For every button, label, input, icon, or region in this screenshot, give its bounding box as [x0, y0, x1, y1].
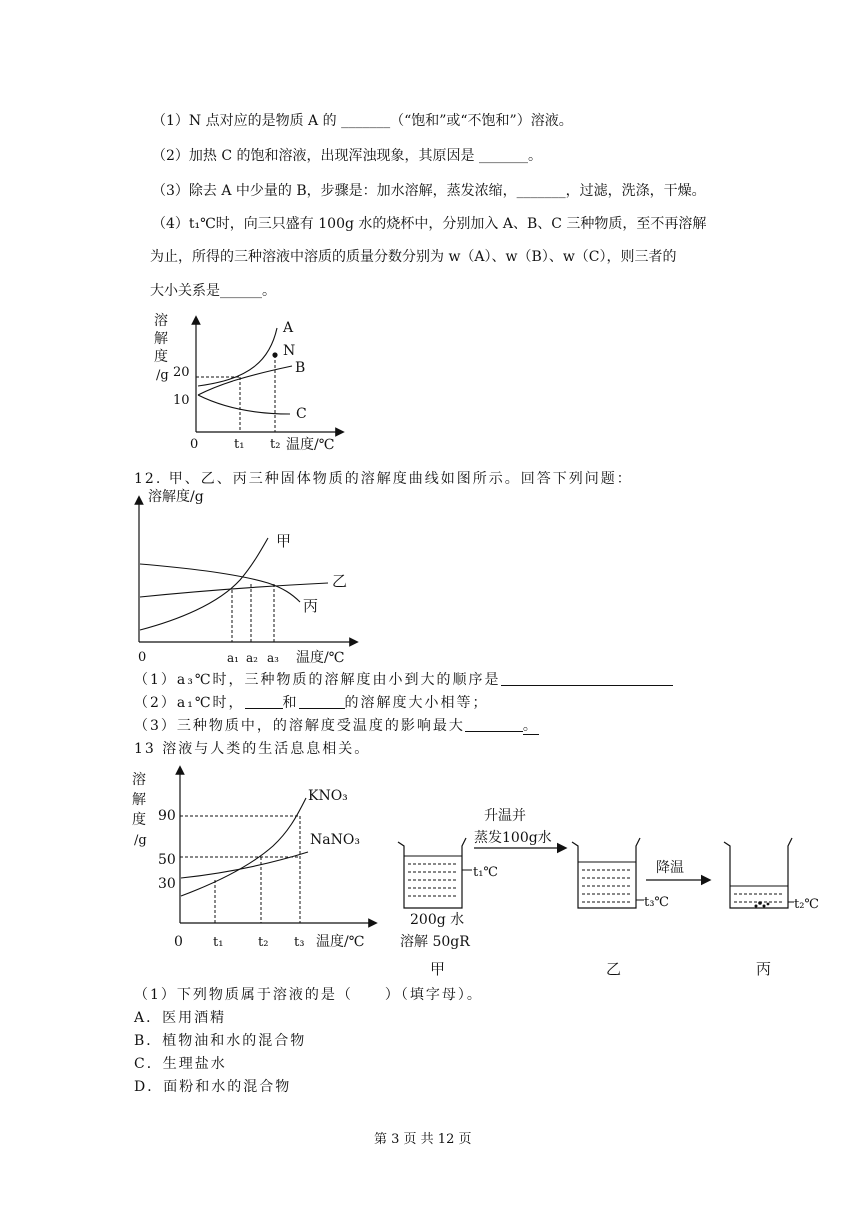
beaker1-temp: t₁℃ [473, 865, 498, 880]
curve-jia [140, 538, 268, 630]
q12-sub2-text-b: 和 [282, 695, 299, 711]
x-axis-label: 温度/℃ [316, 934, 365, 950]
origin: 0 [190, 437, 199, 452]
step1-line1: 升温并 [484, 808, 526, 824]
x-tick-t1: t₁ [234, 437, 245, 452]
q12-sub3-end: 。 [522, 718, 539, 734]
beaker3-name: 丙 [756, 960, 772, 978]
x-tick-a2: a₂ [246, 651, 258, 665]
q12-title: 12. 甲、乙、丙三种固体物质的溶解度曲线如图所示。回答下列问题： [134, 471, 633, 487]
label-KNO3: KNO₃ [308, 788, 348, 804]
q11-solubility-graph [140, 310, 350, 460]
x-tick-t3: t₃ [294, 935, 305, 950]
label-B: B [295, 360, 306, 376]
q12-sub3 [134, 717, 539, 735]
label-yi: 乙 [332, 572, 348, 590]
y-label-4: /g [134, 833, 147, 848]
q12-sub2-text-c: 的溶解度大小相等； [344, 695, 489, 711]
label-A: A [283, 320, 294, 336]
q13-option-d: D．面粉和水的混合物 [134, 1079, 292, 1095]
x-tick-t2: t₂ [270, 437, 281, 452]
beaker1-note1: 200g 水 [410, 912, 465, 928]
origin: 0 [174, 934, 183, 950]
y-tick-30: 30 [158, 876, 176, 892]
y-axis-label: 溶解度/g [148, 489, 204, 505]
y-label-4: /g [156, 368, 169, 383]
beaker1-name: 甲 [430, 960, 446, 978]
x-tick-a1: a₁ [227, 651, 239, 665]
y-tick-90: 90 [158, 808, 176, 824]
q13-option-b: B．植物油和水的混合物 [134, 1033, 307, 1049]
q12-sub2-blank2 [299, 695, 345, 709]
q11-sub3: （3）除去 A 中少量的 B，步骤是：加水溶解，蒸发浓缩，_______，过滤，洗涤，干燥。 [152, 183, 706, 199]
y-label-2: 解 [132, 792, 146, 808]
origin: 0 [138, 650, 147, 665]
q11-sub4-line1: （4）t₁℃时，向三只盛有 100g 水的烧杯中，分别加入 A、B、C 三种物质，至不再溶解 [152, 216, 707, 232]
page-footer: 第 3 页 共 12 页 [374, 1132, 472, 1147]
y-label-3: 度 [154, 349, 168, 365]
beaker-process-diagram [396, 804, 826, 980]
beaker-yi [572, 838, 644, 908]
label-C: C [296, 406, 307, 422]
q12-sub3-blank [465, 718, 523, 732]
q11-sub4-line2: 为止，所得的三种溶液中溶质的质量分数分别为 w（A）、w（B）、w（C），则三者的 [150, 249, 677, 265]
x-tick-a3: a₃ [267, 651, 279, 665]
q12-sub1 [134, 671, 673, 689]
y-label-1: 溶 [154, 313, 168, 329]
y-tick-20: 20 [173, 365, 190, 380]
beaker2-name: 乙 [606, 960, 622, 978]
label-bing: 丙 [303, 597, 319, 615]
q12-solubility-graph [128, 486, 368, 668]
curve-KNO3 [181, 798, 306, 896]
step1-line2: 蒸发100g水 [474, 830, 552, 846]
q12-sub2-text-a: （2）a₁℃时， [134, 695, 245, 711]
label-N: N [283, 343, 296, 359]
q13-question: （1）下列物质属于溶液的是（ ）（填字母）。 [134, 987, 483, 1003]
label-NaNO3: NaNO₃ [310, 832, 360, 848]
beaker3-temp: t₂℃ [794, 897, 819, 912]
label-jia: 甲 [276, 532, 292, 550]
step2-label: 降温 [656, 860, 684, 876]
q11-sub1: （1）N 点对应的是物质 A 的 _______（“饱和”或“不饱和”）溶液。 [152, 113, 573, 129]
q11-sub4-line3: 大小关系是______。 [150, 283, 276, 299]
q11-sub2: （2）加热 C 的饱和溶液，出现浑浊现象，其原因是 _______。 [152, 148, 542, 164]
q13-title: 13 溶液与人类的生活息息相关。 [134, 741, 371, 757]
beaker2-temp: t₃℃ [644, 895, 669, 910]
q13-option-a: A．医用酒精 [134, 1010, 227, 1026]
x-axis-label: 温度/℃ [296, 650, 345, 666]
x-tick-t1: t₁ [213, 935, 224, 950]
q12-sub2-blank1 [245, 695, 283, 709]
q13-solubility-graph [128, 760, 388, 960]
q12-sub1-text: （1）a₃℃时，三种物质的溶解度由小到大的顺序是 [134, 672, 501, 688]
beaker-bing [724, 838, 794, 908]
x-tick-t2: t₂ [258, 935, 269, 950]
y-tick-10: 10 [173, 393, 190, 408]
q12-sub1-blank [501, 672, 673, 686]
y-tick-50: 50 [158, 852, 176, 868]
y-label-1: 溶 [132, 772, 146, 788]
curve-yi [140, 583, 328, 597]
beaker1-note2: 溶解 50gR [400, 934, 470, 950]
q13-option-c: C．生理盐水 [134, 1056, 227, 1072]
y-label-3: 度 [132, 812, 146, 828]
y-label-2: 解 [154, 331, 168, 347]
beaker-jia [398, 838, 472, 908]
curve-B [198, 366, 292, 395]
point-N [272, 352, 277, 357]
q12-sub2 [134, 694, 489, 712]
x-axis-label: 温度/℃ [286, 437, 335, 453]
q12-sub3-text: （3）三种物质中，的溶解度受温度的影响最大 [134, 718, 465, 734]
curve-C [198, 395, 290, 414]
curve-NaNO3 [181, 852, 308, 878]
